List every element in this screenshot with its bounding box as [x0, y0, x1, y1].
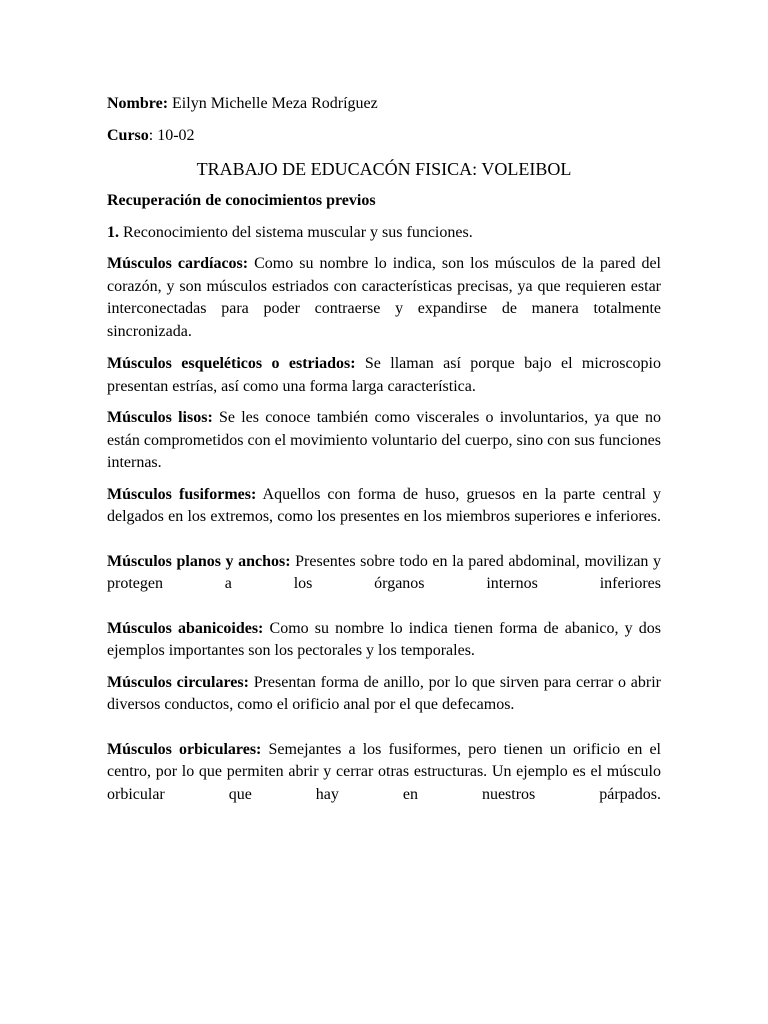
- paragraph-term: Músculos abanicoides:: [107, 619, 264, 637]
- paragraph-term: Músculos circulares:: [107, 673, 249, 691]
- paragraph-circulares: [107, 672, 661, 717]
- paragraph-text: Como su nombre lo indica tienen forma de abanico, y dos ejemplos importantes son los pectorales y los temporales.: [107, 619, 661, 659]
- paragraph-fusiformes: [107, 484, 661, 529]
- document-title: TRABAJO DE EDUCACÓN FISICA: VOLEIBOL: [196, 159, 572, 179]
- paragraph-esqueleticos: [107, 353, 661, 398]
- name-label: Nombre:: [107, 95, 169, 112]
- course-label: Curso: [107, 127, 149, 144]
- paragraph-abanicoides: [107, 618, 661, 663]
- paragraph-cardiacos: [107, 253, 661, 343]
- paragraph-text: Presentes sobre todo en la pared abdominal, movilizan y protegen a los órganos internos inferiores: [107, 552, 661, 592]
- list-item: [107, 221, 661, 244]
- paragraph-text: Se les conoce también como viscerales o involuntarios, ya que no están comprometidos con el movimiento voluntario del cuerpo, sino con sus funciones internas.: [107, 409, 661, 471]
- document-body: [107, 92, 661, 806]
- paragraph-text: Semejantes a los fusiformes, pero tienen un orificio en el centro, por lo que permiten abrir y cerrar otras estructuras. Un ejemplo es el músculo orbicular que hay en nuestros párpados.: [107, 740, 661, 803]
- course-line: [107, 124, 661, 147]
- paragraph-term: Músculos lisos:: [107, 409, 213, 426]
- paragraph-term: Músculos planos y anchos:: [107, 552, 291, 570]
- paragraph-term: Músculos esqueléticos o estriados:: [107, 355, 356, 372]
- section-subtitle: Recuperación de conocimientos previos: [107, 192, 376, 209]
- paragraph-planos: [107, 551, 661, 596]
- paragraph-term: Músculos fusiformes:: [107, 485, 257, 503]
- name-value: Eilyn Michelle Meza Rodríguez: [168, 95, 378, 112]
- paragraph-text: Aquellos con forma de huso, gruesos en la parte central y delgados en los extremos, como los presentes en los miembros superiores e inferiores.: [107, 485, 661, 525]
- name-line: [107, 92, 661, 115]
- item-text: Reconocimiento del sistema muscular y sus funciones.: [119, 224, 473, 241]
- paragraph-term: Músculos cardíacos:: [107, 255, 249, 272]
- paragraph-text: Presentan forma de anillo, por lo que sirven para cerrar o abrir diversos conductos, como el orificio anal por el que defecamos.: [107, 673, 661, 713]
- paragraph-term: Músculos orbiculares:: [107, 740, 262, 758]
- course-value: : 10-02: [148, 127, 195, 144]
- paragraph-lisos: [107, 407, 661, 475]
- paragraph-text: Como su nombre lo indica, son los músculos de la pared del corazón, y son músculos estriados con características precisas, ya que requieren estar interconectadas para poder contraerse y expandirse de manera totalmente sincronizada.: [107, 255, 661, 340]
- paragraph-text: Se llaman así porque bajo el microscopio presentan estrías, así como una forma larga característica.: [107, 355, 661, 395]
- paragraph-orbiculares: [107, 739, 661, 807]
- item-number: 1.: [107, 224, 119, 241]
